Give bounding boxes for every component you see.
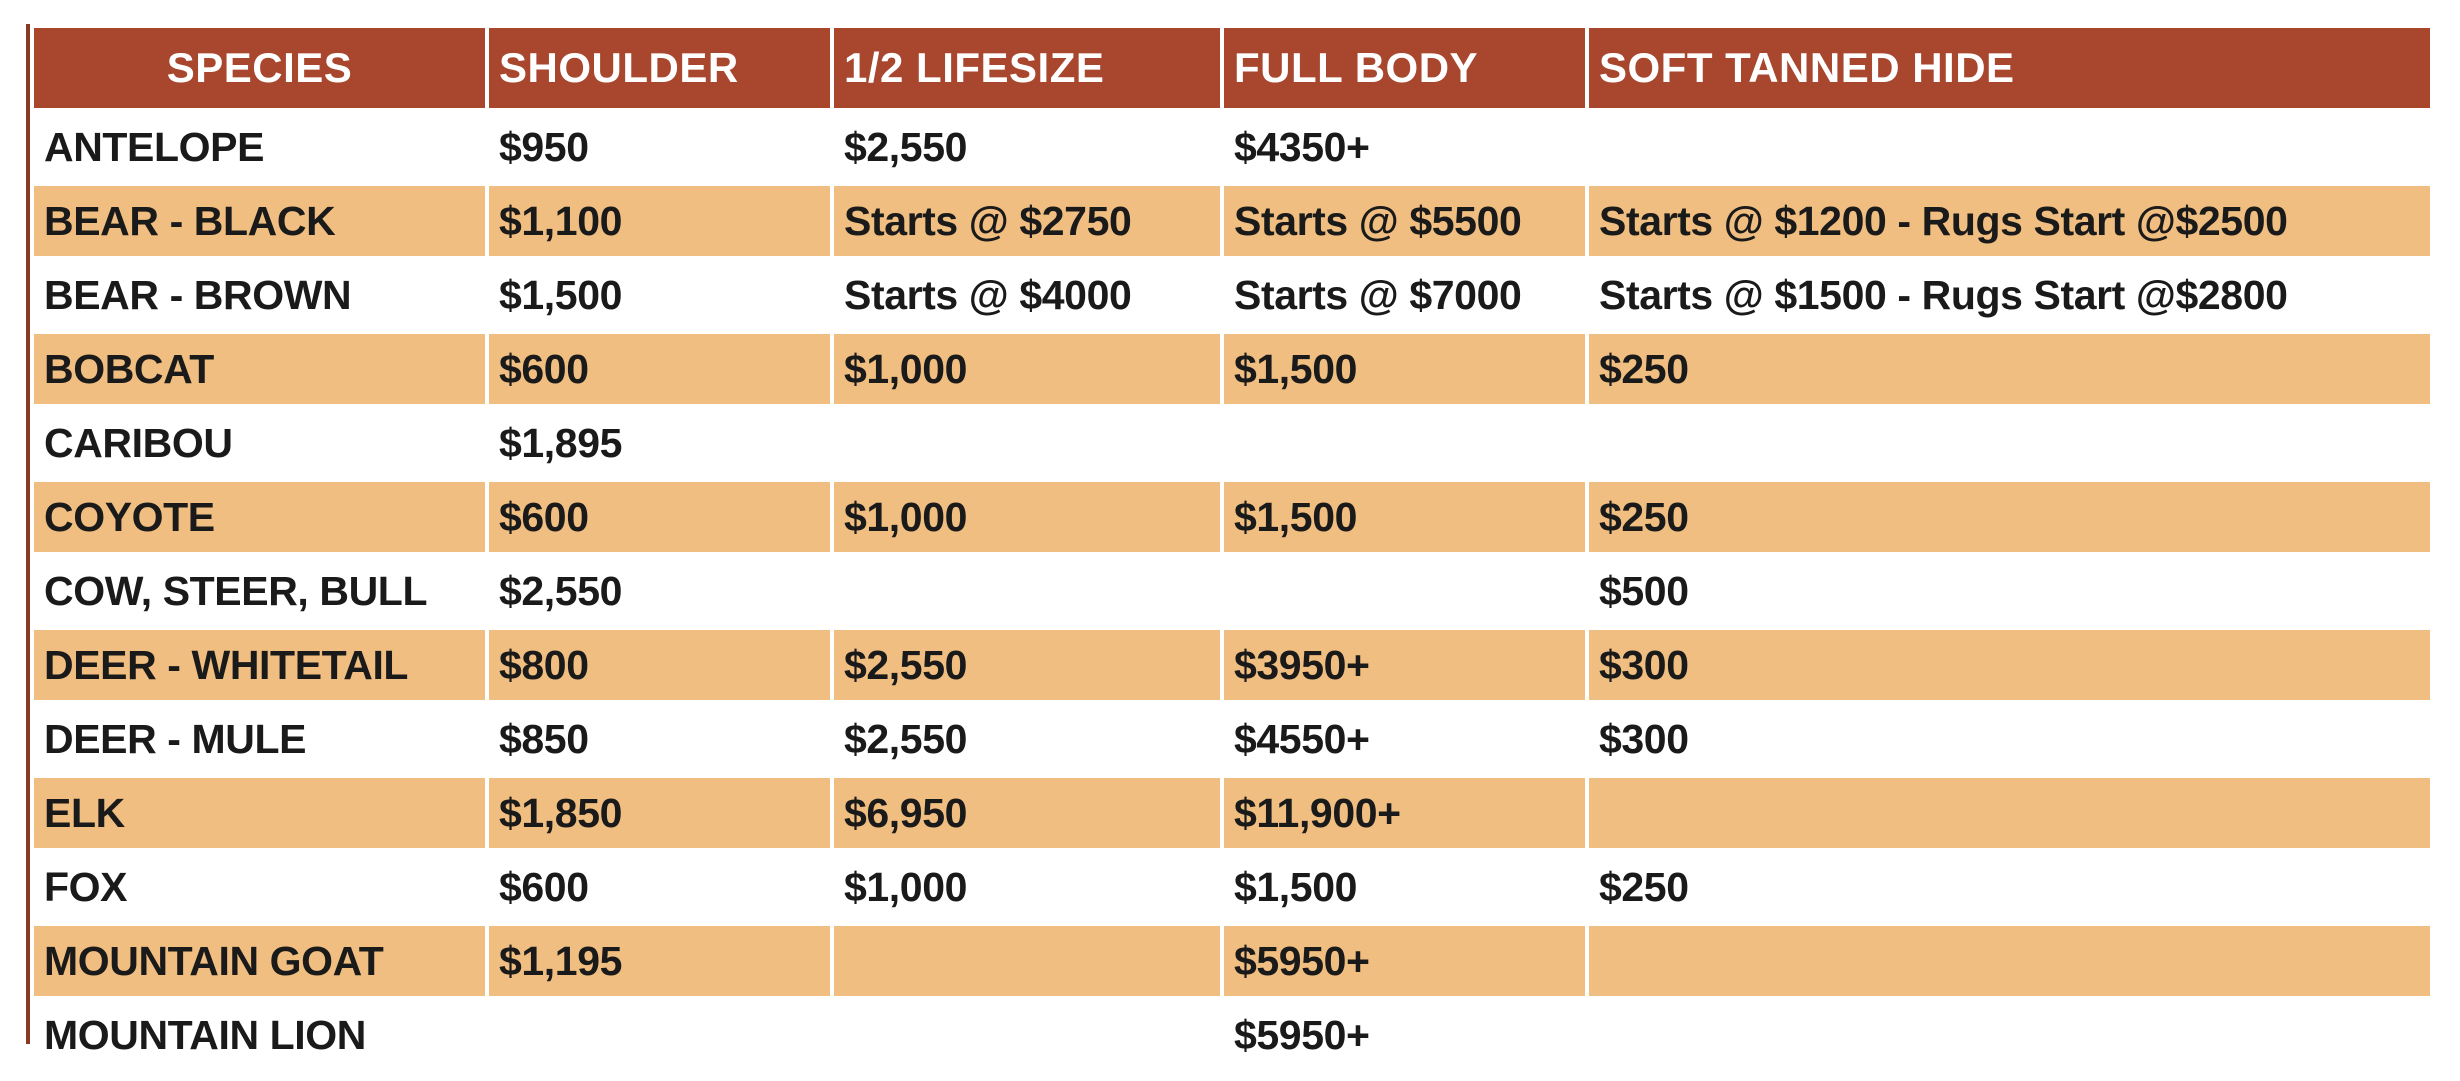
cell-species: ELK [32,776,487,850]
cell-soft-tanned-hide: $250 [1587,480,2432,554]
column-header-full-body: FULL BODY [1222,26,1587,110]
cell-shoulder: $2,550 [487,554,832,628]
cell-full-body: $4550+ [1222,702,1587,776]
cell-half-lifesize [832,924,1222,998]
table-row [32,628,2432,702]
cell-soft-tanned-hide [1587,406,2432,480]
cell-soft-tanned-hide: $250 [1587,850,2432,924]
cell-species: BEAR - BROWN [32,258,487,332]
table-row [32,332,2432,406]
cell-shoulder: $1,500 [487,258,832,332]
cell-shoulder: $600 [487,332,832,406]
cell-full-body: Starts @ $7000 [1222,258,1587,332]
cell-shoulder: $600 [487,480,832,554]
cell-full-body: $4350+ [1222,110,1587,184]
cell-half-lifesize: Starts @ $2750 [832,184,1222,258]
cell-full-body: $1,500 [1222,480,1587,554]
table-body [32,110,2432,1072]
column-header-soft-tanned-hide: SOFT TANNED HIDE [1587,26,2432,110]
cell-half-lifesize: $1,000 [832,480,1222,554]
cell-species: ANTELOPE [32,110,487,184]
table-row [32,554,2432,628]
cell-half-lifesize: $2,550 [832,110,1222,184]
cell-half-lifesize: $1,000 [832,850,1222,924]
table-row [32,702,2432,776]
cell-full-body: $5950+ [1222,924,1587,998]
cell-soft-tanned-hide: $500 [1587,554,2432,628]
cell-soft-tanned-hide [1587,998,2432,1072]
cell-full-body: Starts @ $5500 [1222,184,1587,258]
cell-full-body [1222,406,1587,480]
table-header [32,26,2432,110]
cell-shoulder: $1,850 [487,776,832,850]
cell-full-body: $1,500 [1222,850,1587,924]
cell-species: FOX [32,850,487,924]
cell-half-lifesize: $6,950 [832,776,1222,850]
table-row [32,110,2432,184]
table-row [32,184,2432,258]
cell-half-lifesize: $1,000 [832,332,1222,406]
cell-species: CARIBOU [32,406,487,480]
cell-half-lifesize: Starts @ $4000 [832,258,1222,332]
cell-soft-tanned-hide [1587,924,2432,998]
table-row [32,850,2432,924]
cell-soft-tanned-hide: Starts @ $1200 - Rugs Start @$2500 [1587,184,2432,258]
cell-species: DEER - WHITETAIL [32,628,487,702]
cell-half-lifesize [832,554,1222,628]
cell-soft-tanned-hide: Starts @ $1500 - Rugs Start @$2800 [1587,258,2432,332]
column-header-shoulder: SHOULDER [487,26,832,110]
table-row [32,480,2432,554]
cell-shoulder [487,998,832,1072]
table-row [32,998,2432,1072]
cell-species: DEER - MULE [32,702,487,776]
cell-shoulder: $850 [487,702,832,776]
cell-full-body: $11,900+ [1222,776,1587,850]
table-row [32,258,2432,332]
header-row [32,26,2432,110]
table-row [32,776,2432,850]
column-header-half-lifesize: 1/2 LIFESIZE [832,26,1222,110]
cell-half-lifesize [832,406,1222,480]
cell-species: COW, STEER, BULL [32,554,487,628]
price-list-sheet [30,24,2430,1074]
table-row [32,924,2432,998]
cell-species: MOUNTAIN LION [32,998,487,1072]
cell-species: MOUNTAIN GOAT [32,924,487,998]
column-header-species: SPECIES [32,26,487,110]
cell-shoulder: $950 [487,110,832,184]
cell-species: BOBCAT [32,332,487,406]
table-row [32,406,2432,480]
cell-half-lifesize: $2,550 [832,702,1222,776]
cell-shoulder: $1,195 [487,924,832,998]
cell-species: BEAR - BLACK [32,184,487,258]
price-table [30,24,2434,1074]
cell-species: COYOTE [32,480,487,554]
cell-shoulder: $800 [487,628,832,702]
cell-shoulder: $600 [487,850,832,924]
cell-full-body: $1,500 [1222,332,1587,406]
cell-half-lifesize [832,998,1222,1072]
cell-shoulder: $1,100 [487,184,832,258]
cell-soft-tanned-hide [1587,110,2432,184]
cell-soft-tanned-hide: $300 [1587,702,2432,776]
cell-full-body [1222,554,1587,628]
cell-soft-tanned-hide: $300 [1587,628,2432,702]
cell-soft-tanned-hide: $250 [1587,332,2432,406]
cell-shoulder: $1,895 [487,406,832,480]
cell-full-body: $5950+ [1222,998,1587,1072]
cell-full-body: $3950+ [1222,628,1587,702]
cell-half-lifesize: $2,550 [832,628,1222,702]
cell-soft-tanned-hide [1587,776,2432,850]
